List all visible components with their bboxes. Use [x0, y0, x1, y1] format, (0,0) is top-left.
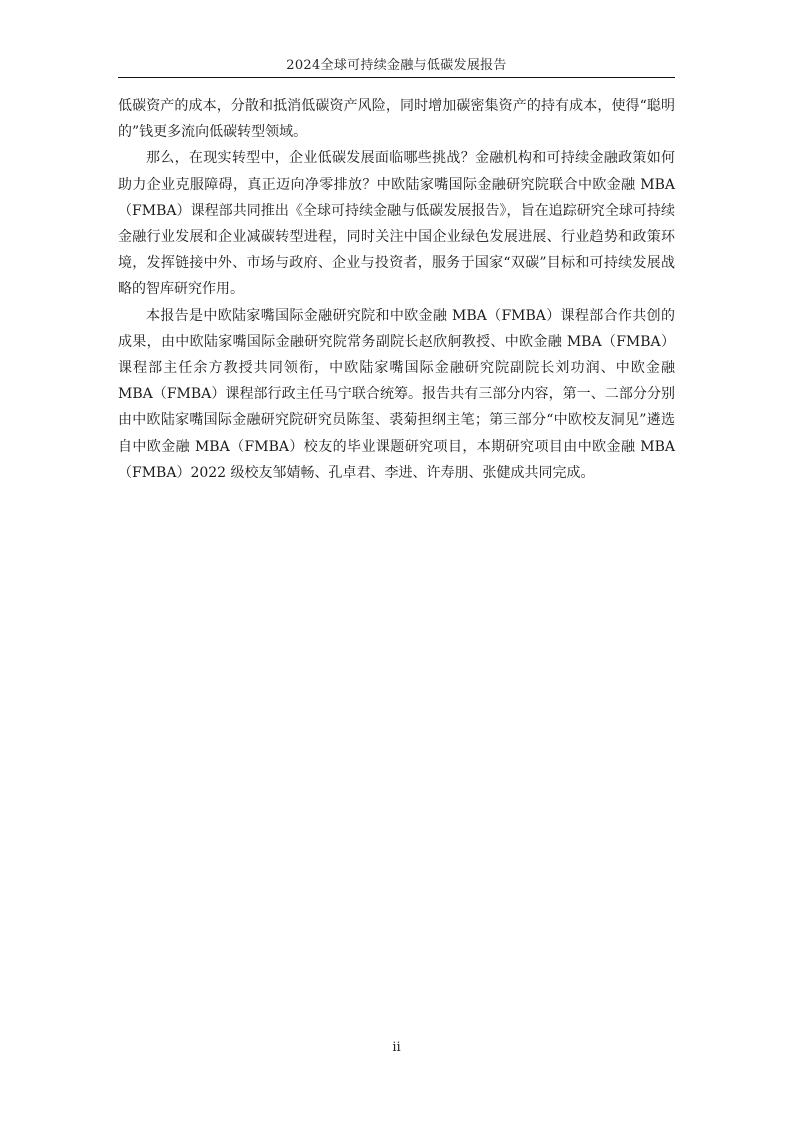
paragraph-authorship: 本报告是中欧陆家嘴国际金融研究院和中欧金融 MBA（FMBA）课程部合作共创的成果，由中欧陆家嘴国际金融研究院常务副院长赵欣舸教授、中欧金融 MBA（FMBA）课程部主任余方教授共同领衔，中欧陆家嘴国际金融研究院副院长刘功润、中欧金融 MBA（FMBA）课程部行政主任马宁联合统筹。报告共有三部分内容，第一、二部分分别由中欧陆家嘴国际金融研究院研究员陈玺、裘菊担纲主笔；第三部分“中欧校友洞见”遴选自中欧金融 MBA（FMBA）校友的毕业课题研究项目，本期研究项目由中欧金融 MBA（FMBA）2022 级校友邹婧畅、孔卓君、李进、许寿朋、张健成共同完成。: [118, 307, 675, 481]
header-divider: [118, 77, 675, 78]
document-body: [118, 93, 675, 486]
paragraph-continuation: 低碳资产的成本，分散和抵消低碳资产风险，同时增加碳密集资产的持有成本，使得“聪明的”钱更多流向低碳转型领域。: [118, 98, 675, 141]
paragraph-challenges: 那么，在现实转型中，企业低碳发展面临哪些挑战？金融机构和可持续金融政策如何助力企业克服障碍，真正迈向净零排放？中欧陆家嘴国际金融研究院联合中欧金融 MBA（FMBA）课程部共同推出《全球可持续金融与低碳发展报告》，旨在追踪研究全球可持续金融行业发展和企业减碳转型进程，同时关注中国企业绿色发展进展、行业趋势和政策环境，发挥链接中外、市场与政府、企业与投资者，服务于国家“双碳”目标和可持续发展战略的智库研究作用。: [118, 150, 675, 298]
page-number: ii: [392, 1040, 401, 1055]
running-header: 2024全球可持续金融与低碳发展报告: [286, 58, 507, 73]
